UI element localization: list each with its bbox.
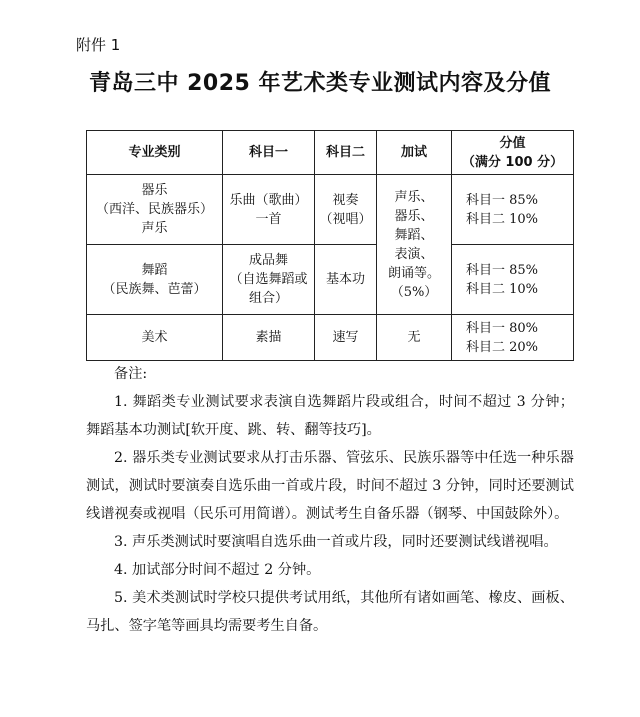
cell-subject2 — [315, 245, 377, 315]
header-subject1: 科目一 — [223, 131, 315, 175]
note-item: 5. 美术类测试时学校只提供考试用纸，其他所有诸如画笔、橡皮、画板、马扎、签字笔等画具均需要考生自备。 — [86, 590, 574, 634]
cell-extra: 无 — [377, 315, 452, 361]
cell-line: 器乐、 — [394, 208, 434, 224]
cell-line: 视奏 — [332, 192, 359, 208]
cell-line: 舞蹈、 — [394, 227, 434, 243]
cell-category — [87, 315, 223, 361]
header-score-line2: （满分 100 分） — [461, 154, 564, 170]
cell-category — [87, 245, 223, 315]
header-score — [452, 131, 574, 175]
cell-line: 美术 — [141, 330, 168, 345]
attachment-label: 附件 1 — [76, 36, 121, 54]
cell-line: 声乐 — [141, 221, 168, 236]
header-subject2: 科目二 — [315, 131, 377, 175]
cell-line: 声乐、 — [394, 189, 434, 205]
table-row — [87, 315, 574, 361]
cell-line: （西洋、民族器乐） — [95, 202, 213, 217]
cell-score — [452, 175, 574, 245]
cell-subject2 — [315, 315, 377, 361]
cell-line: 科目二 10% — [466, 211, 539, 227]
cell-category — [87, 175, 223, 245]
cell-line: 科目二 20% — [466, 339, 539, 355]
cell-line: （民族舞、芭蕾） — [102, 281, 207, 297]
cell-line: 成品舞 — [248, 253, 288, 268]
cell-line: 科目一 85% — [466, 192, 539, 208]
cell-line: 科目一 85% — [466, 262, 539, 278]
cell-line: （自选舞蹈或 — [229, 272, 308, 287]
cell-extra-shared — [377, 175, 452, 315]
cell-subject1 — [223, 315, 315, 361]
cell-line: 素描 — [255, 330, 282, 345]
cell-line: 舞蹈 — [141, 262, 168, 278]
cell-line: （5%） — [390, 284, 438, 300]
cell-line: （视唱） — [319, 211, 372, 227]
cell-line: 基本功 — [325, 272, 365, 287]
cell-line: 组合） — [248, 291, 288, 306]
score-table — [86, 130, 574, 361]
cell-line: 乐曲（歌曲） — [229, 192, 308, 208]
header-extra: 加试 — [377, 131, 452, 175]
cell-line: 科目二 10% — [466, 281, 539, 297]
cell-line: 科目一 80% — [466, 320, 539, 336]
cell-line: 一首 — [255, 211, 282, 227]
cell-line: 器乐 — [141, 183, 168, 198]
cell-subject1 — [223, 245, 315, 315]
note-item: 3. 声乐类测试时要演唱自选乐曲一首或片段，同时还要测试线谱视唱。 — [114, 534, 558, 550]
cell-score — [452, 315, 574, 361]
notes-section — [86, 360, 574, 640]
table-row — [87, 175, 574, 245]
cell-subject2 — [315, 175, 377, 245]
cell-score — [452, 245, 574, 315]
table-row — [87, 245, 574, 315]
note-item: 4. 加试部分时间不超过 2 分钟。 — [114, 562, 321, 578]
note-item: 2. 器乐类专业测试要求从打击乐器、管弦乐、民族乐器等中任选一种乐器测试，测试时要演奏自选乐曲一首或片段，时间不超过 3 分钟，同时还要测试线谱视奏或视唱（民乐可用简谱）。测试考生自备乐器（钢琴、中国鼓除外）。 — [86, 450, 574, 522]
cell-subject1 — [223, 175, 315, 245]
note-item: 1. 舞蹈类专业测试要求表演自选舞蹈片段或组合，时间不超过 3 分钟；舞蹈基本功测试[软开度、跳、转、翻等技巧]。 — [86, 394, 574, 438]
cell-line: 表演、 — [394, 246, 434, 262]
notes-heading: 备注: — [114, 366, 148, 382]
header-score-line1: 分值 — [499, 135, 526, 151]
cell-line: 朗诵等。 — [387, 265, 440, 281]
header-category: 专业类别 — [87, 131, 223, 175]
table-header-row — [87, 131, 574, 175]
cell-line: 速写 — [332, 330, 359, 345]
page-title: 青岛三中 2025 年艺术类专业测试内容及分值 — [88, 71, 552, 96]
